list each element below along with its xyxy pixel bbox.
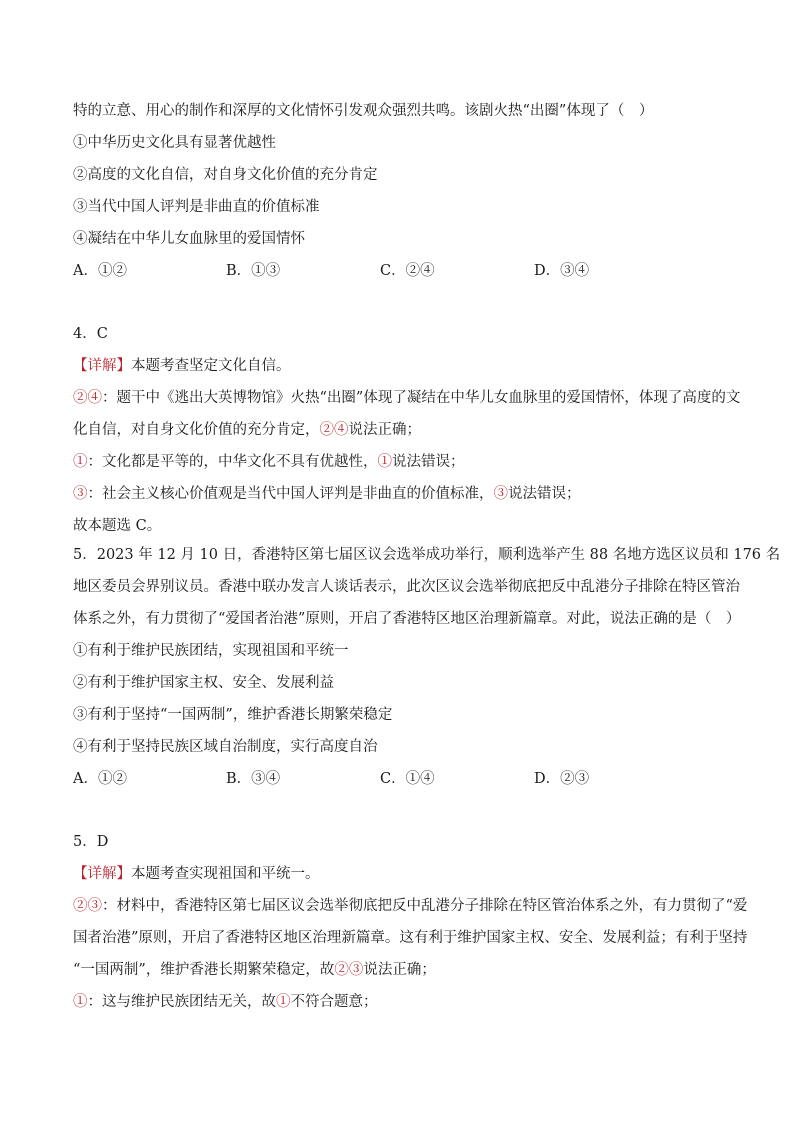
- q5-option-d: D．②③: [534, 771, 590, 787]
- q5-option-a: A．①②: [73, 771, 127, 787]
- answer-5-para-2: [73, 992, 734, 1012]
- q4-item-1: ①中华历史文化具有显著优越性: [73, 135, 276, 151]
- q5-stem-line-3: 体系之外，有力贯彻了“爱国者治港”原则，开启了香港特区地区治理新篇章。对此，说法正确的是（ ）: [73, 611, 741, 627]
- para-text: 不符合题意；: [290, 994, 378, 1010]
- para-text: ：社会主义核心价值观是当代中国人评判是非曲直的价值标准，: [87, 486, 494, 502]
- para-text: ：文化都是平等的，中华文化不具有优越性，: [87, 454, 378, 470]
- option-mark: ③: [73, 486, 88, 502]
- answer-4-title: 4．C: [73, 326, 108, 342]
- answer-4-detail: [73, 356, 734, 376]
- answer-4-para-2: [73, 452, 734, 472]
- option-mark: ②④: [73, 390, 102, 406]
- para-text: ：题干中《逃出大英博物馆》火热“出圈”体现了凝结在中华儿女血脉里的爱国情怀，体现了高度的文: [102, 390, 741, 406]
- para-text: ：这与维护民族团结无关，故: [87, 994, 276, 1010]
- para-text: 化自信，对自身文化价值的充分肯定，: [73, 422, 320, 438]
- q5-option-c: C．①④: [380, 771, 435, 787]
- q5-item-1: ①有利于维护民族团结，实现祖国和平统一: [73, 643, 349, 659]
- option-mark: ②③: [334, 962, 364, 978]
- option-mark: ①: [377, 454, 392, 470]
- q5-stem-line-1: 5．2023 年 12 月 10 日，香港特区第七届区议会选举成功举行，顺利选举产生 88 名地方选区议员和 176 名: [73, 547, 781, 563]
- answer-5-title: 5．D: [73, 834, 109, 850]
- para-text: 说法正确；: [348, 422, 421, 438]
- option-mark: ②③: [73, 898, 102, 914]
- answer-5-detail: [73, 864, 734, 884]
- option-mark: ①: [73, 994, 88, 1010]
- answer-4-para-1-line-1: [73, 388, 741, 408]
- option-mark: ②④: [319, 422, 349, 438]
- option-mark: ③: [493, 486, 508, 502]
- answer-4-para-1-line-2: [73, 420, 734, 440]
- q4-option-a: A．①②: [73, 263, 127, 279]
- q5-stem-line-2: 地区委员会界别议员。香港中联办发言人谈话表示，此次区议会选举彻底把反中乱港分子排除在特区管治: [73, 579, 740, 595]
- answer-4-conclusion: 故本题选 C。: [73, 518, 162, 534]
- q4-item-4: ④凝结在中华儿女血脉里的爱国情怀: [73, 231, 305, 247]
- q5-option-b: B．③④: [226, 771, 281, 787]
- q4-item-3: ③当代中国人评判是非曲直的价值标准: [73, 199, 320, 215]
- answer-5-para-1-line-3: [73, 960, 734, 980]
- q5-item-2: ②有利于维护国家主权、安全、发展利益: [73, 675, 334, 691]
- detail-tag: 【详解】: [73, 358, 131, 374]
- q4-stem: 特的立意、用心的制作和深厚的文化情怀引发观众强烈共鸣。该剧火热“出圈”体现了（ ）: [73, 103, 654, 119]
- para-text: 说法正确；: [363, 962, 436, 978]
- para-text: 说法错误；: [392, 454, 465, 470]
- answer-5-para-1-line-1: [73, 896, 748, 916]
- para-text: ：材料中，香港特区第七届区议会选举彻底把反中乱港分子排除在特区管治体系之外，有力贯彻了“爱: [102, 898, 748, 914]
- answer-4-para-3: [73, 484, 734, 504]
- q5-item-3: ③有利于坚持“一国两制”，维护香港长期繁荣稳定: [73, 707, 393, 723]
- detail-text: 本题考查实现祖国和平统一。: [131, 866, 320, 882]
- q4-item-2: ②高度的文化自信，对自身文化价值的充分肯定: [73, 167, 378, 183]
- detail-tag: 【详解】: [73, 866, 131, 882]
- q4-option-c: C．②④: [380, 263, 435, 279]
- para-text: 说法错误；: [508, 486, 581, 502]
- option-mark: ①: [276, 994, 291, 1010]
- q5-item-4: ④有利于坚持民族区域自治制度，实行高度自治: [73, 739, 378, 755]
- detail-text: 本题考查坚定文化自信。: [131, 358, 291, 374]
- para-text: “一国两制”，维护香港长期繁荣稳定，故: [73, 962, 335, 978]
- answer-5-para-1-line-2: 国者治港”原则，开启了香港特区地区治理新篇章。这有利于维护国家主权、安全、发展利益；有利于坚持: [73, 930, 748, 946]
- q4-option-b: B．①③: [226, 263, 281, 279]
- q4-option-d: D．③④: [534, 263, 590, 279]
- option-mark: ①: [73, 454, 88, 470]
